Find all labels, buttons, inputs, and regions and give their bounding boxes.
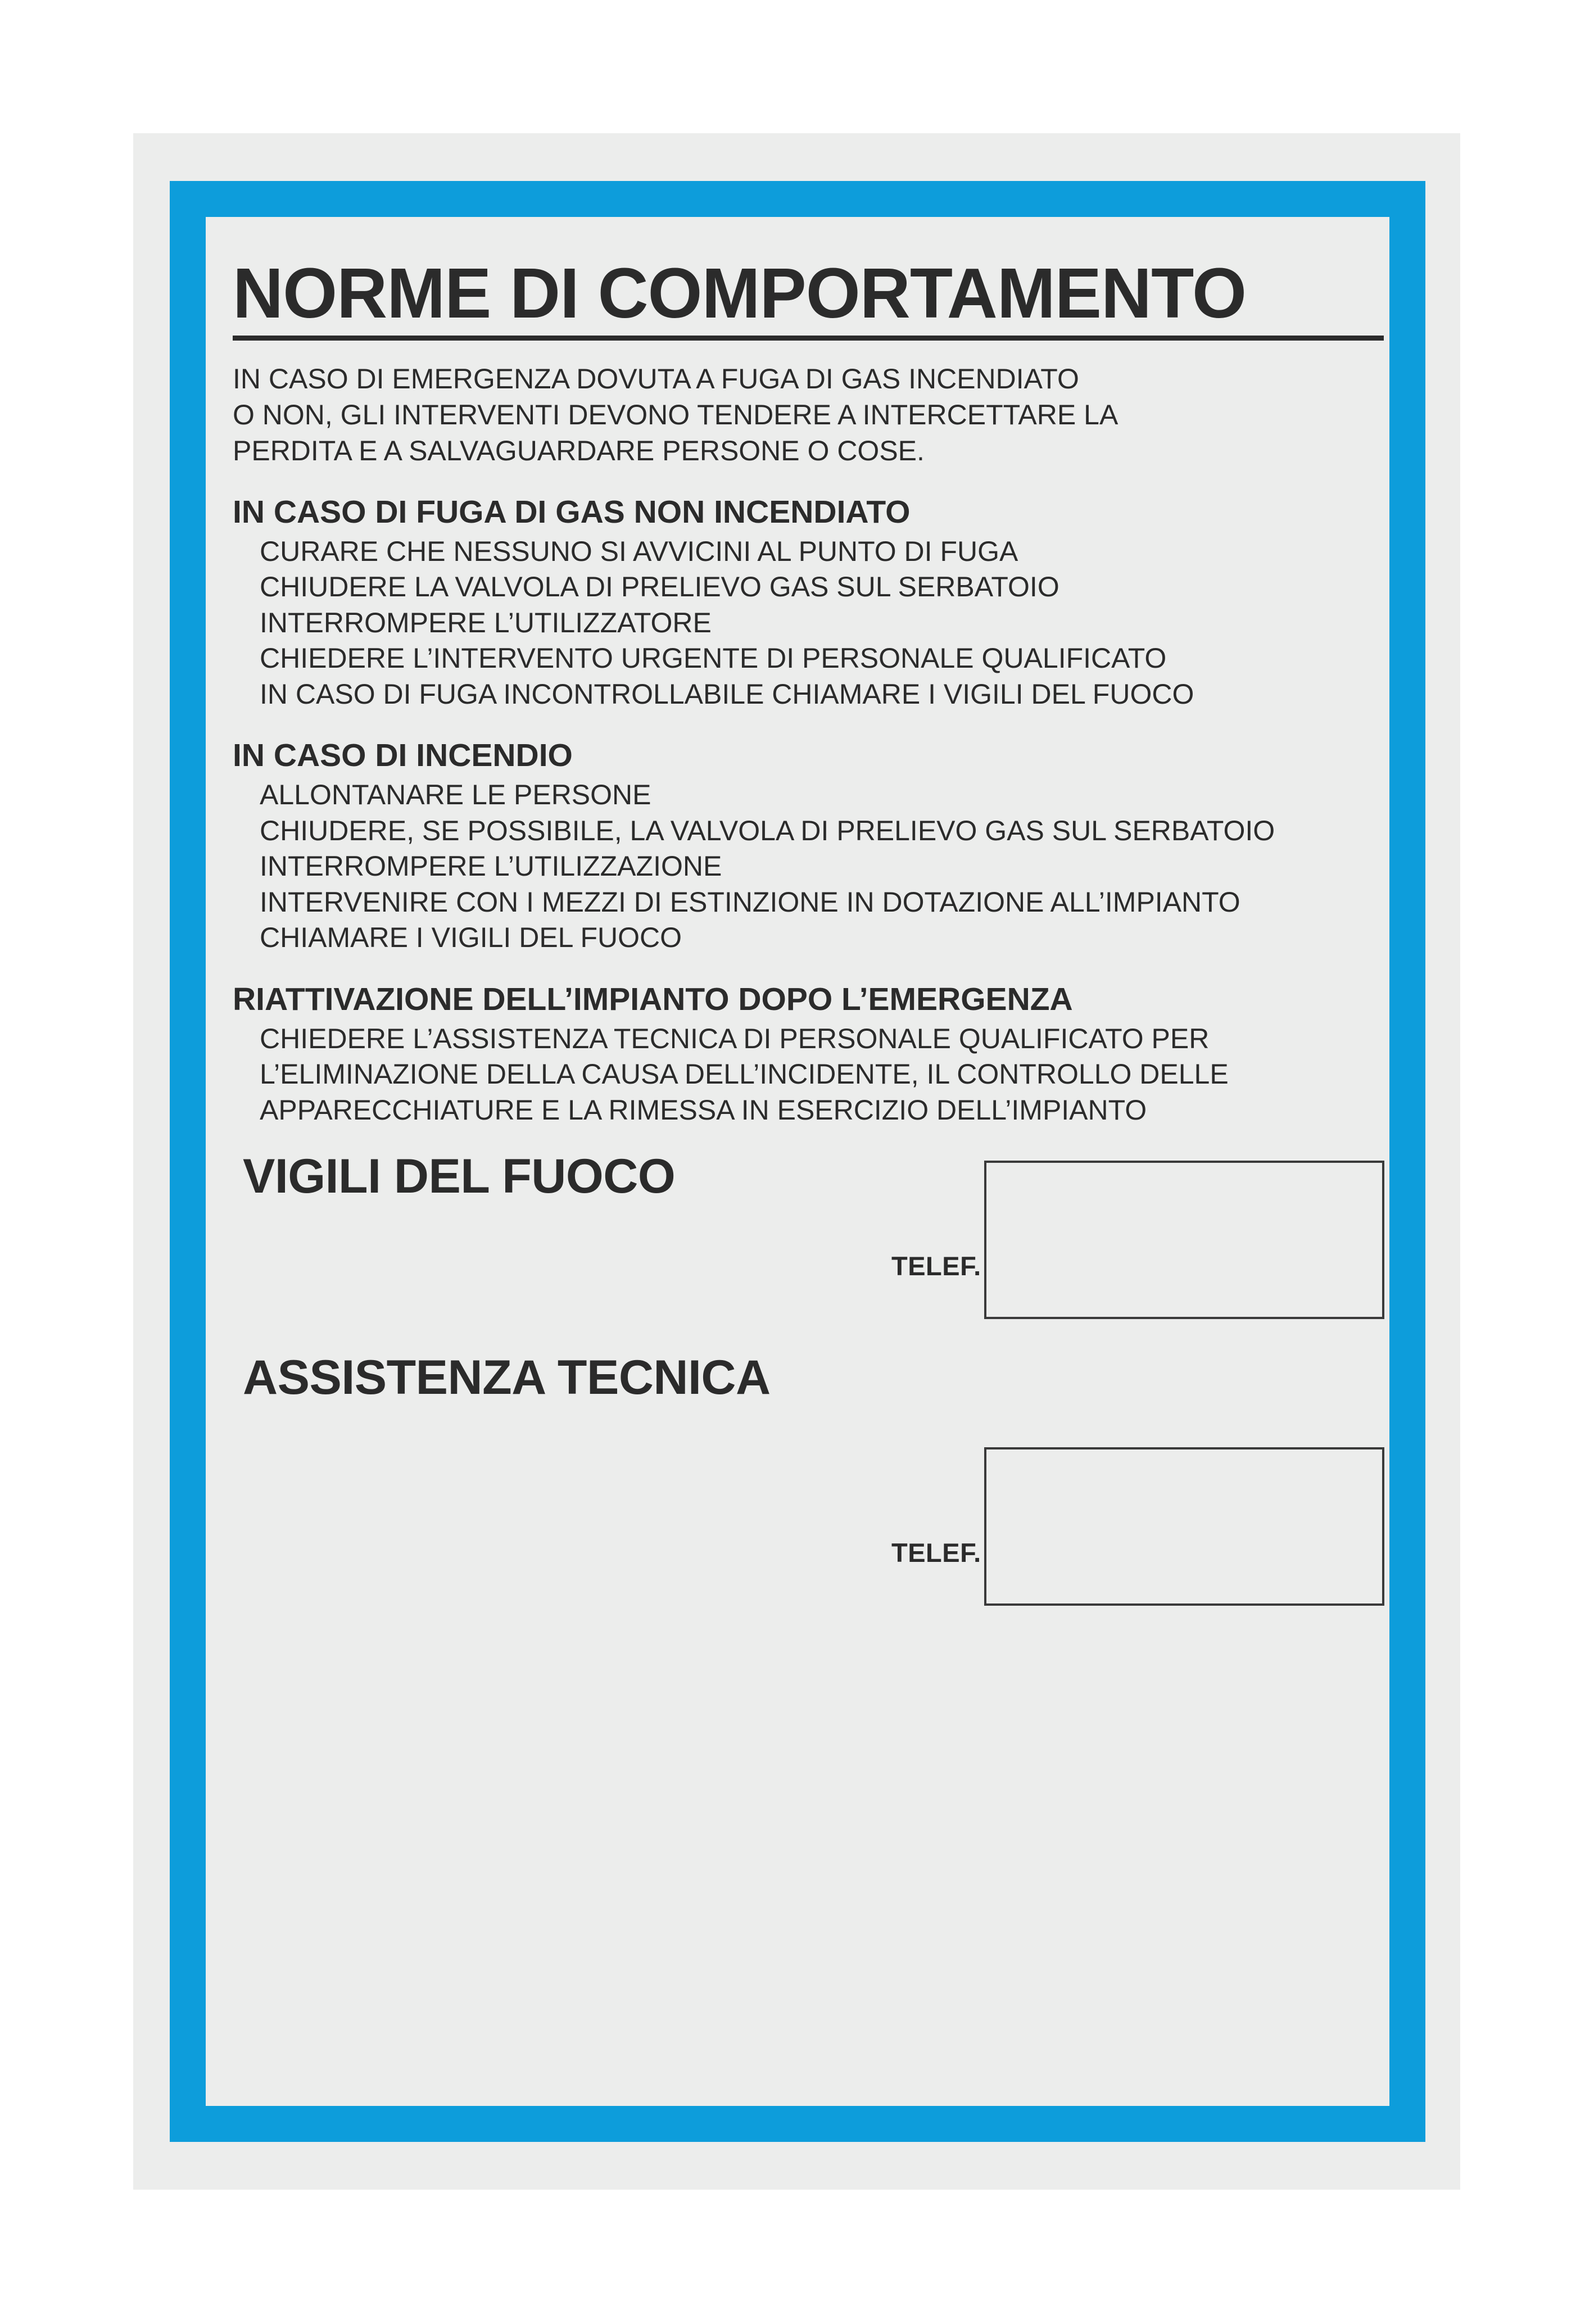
sign-content <box>206 217 1389 2106</box>
intro-line: O NON, GLI INTERVENTI DEVONO TENDERE A INTERCETTARE LA <box>233 398 1118 431</box>
section-heading: IN CASO DI INCENDIO <box>233 737 573 774</box>
blue-border-frame <box>170 181 1425 2142</box>
section-fuga-gas-non-incendiato <box>233 493 1356 713</box>
list-item: CHIEDERE L’INTERVENTO URGENTE DI PERSONALE QUALIFICATO <box>260 642 1167 674</box>
section-item-list <box>233 534 1356 713</box>
contact-row-assistenza-tecnica <box>233 1351 1356 1568</box>
telephone-label: TELEF. <box>891 1251 981 1281</box>
telephone-number-field[interactable] <box>984 1161 1384 1319</box>
contact-name: ASSISTENZA TECNICA <box>243 1351 771 1405</box>
list-item: CURARE CHE NESSUNO SI AVVICINI AL PUNTO DI FUGA <box>260 535 1018 567</box>
intro-line: PERDITA E A SALVAGUARDARE PERSONE O COSE. <box>233 434 925 466</box>
telephone-label: TELEF. <box>891 1538 981 1568</box>
emergency-contacts <box>233 1149 1356 1568</box>
list-item: CHIUDERE LA VALVOLA DI PRELIEVO GAS SUL SERBATOIO <box>260 571 1059 603</box>
intro-line: IN CASO DI EMERGENZA DOVUTA A FUGA DI GAS INCENDIATO <box>233 363 1079 395</box>
list-item: IN CASO DI FUGA INCONTROLLABILE CHIAMARE I VIGILI DEL FUOCO <box>260 678 1194 710</box>
list-item: INTERROMPERE L’UTILIZZATORE <box>260 606 712 638</box>
contact-row-vigili-del-fuoco <box>233 1150 1356 1319</box>
contact-name: VIGILI DEL FUOCO <box>243 1149 676 1204</box>
list-item: CHIAMARE I VIGILI DEL FUOCO <box>260 922 682 954</box>
telephone-number-field[interactable] <box>984 1447 1384 1606</box>
list-item: CHIEDERE L’ASSISTENZA TECNICA DI PERSONALE QUALIFICATO PER L’ELIMINAZIONE DELLA CAUSA DELL’INCIDENTE, IL CONTROLLO DELLE APPARECCHIATURE E LA RIMESSA IN ESERCIZIO DELL’IMPIANTO <box>260 1022 1229 1126</box>
section-item-list <box>233 777 1356 956</box>
section-incendio <box>233 737 1356 956</box>
intro-paragraph <box>233 361 1356 469</box>
safety-sign-card <box>133 133 1460 2190</box>
list-item: CHIUDERE, SE POSSIBILE, LA VALVOLA DI PRELIEVO GAS SUL SERBATOIO <box>260 814 1275 846</box>
title-underline <box>233 336 1384 341</box>
section-riattivazione <box>233 981 1356 1129</box>
page-title: NORME DI COMPORTAMENTO <box>233 253 1247 333</box>
section-heading: RIATTIVAZIONE DELL’IMPIANTO DOPO L’EMERGENZA <box>233 981 1073 1017</box>
section-heading: IN CASO DI FUGA DI GAS NON INCENDIATO <box>233 493 911 530</box>
list-item: ALLONTANARE LE PERSONE <box>260 779 651 811</box>
section-item-list <box>233 1021 1356 1129</box>
list-item: INTERVENIRE CON I MEZZI DI ESTINZIONE IN DOTAZIONE ALL’IMPIANTO <box>260 886 1240 918</box>
list-item: INTERROMPERE L’UTILIZZAZIONE <box>260 850 722 882</box>
